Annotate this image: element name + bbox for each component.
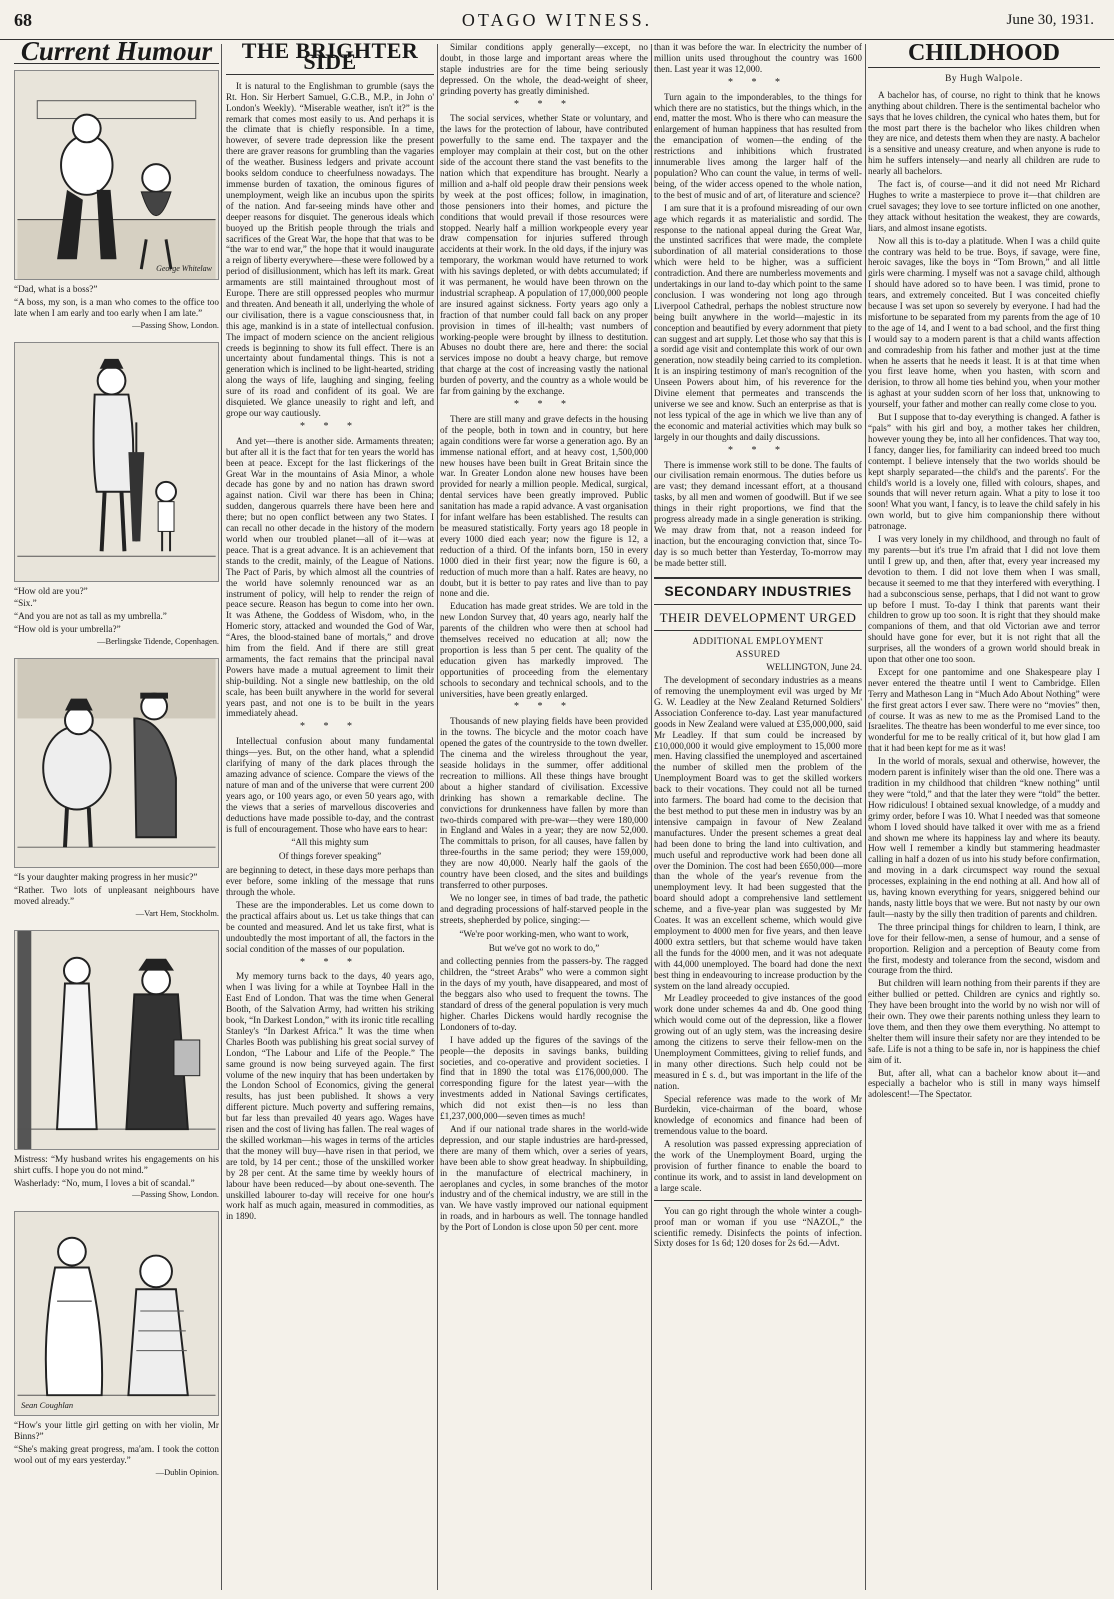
column-rule — [437, 44, 438, 1590]
article-paragraph: In the world of morals, sexual and otherwise, however, the modern parent is infinitely wiser than the old one. There was a tradition in my childhood that children “knew nothing” until they were “told,” and that the later they were “told” the better. How ridiculous! I obtained sexual knowledge, of a muddy and grimy order, before I was 10. What I needed was that someone whom I loved should have talked it over with me as a friend and shown me where its happiness lay and where its beauty. How well I remember a kindly but stammering headmaster calling in half a dozen of us into his study before confirmation, and moving in a dark circumspect way round the sexual processes, explaining in the end nothing at all. And how all of us, having known everything for years, sniggered behind our hands, nasty little boys that we were. But not nasty by our own fault—nasty by the silly then tradition of parents and children. — [868, 756, 1100, 919]
article-paragraph: A resolution was passed expressing appreciation of the work of the Unemployment Board, urging the provision of further finance to enable the board to continue its work, and to assist in land development on a large scale. — [654, 1139, 862, 1193]
advertisement — [654, 1200, 862, 1250]
cartoon-caption: “A boss, my son, is a man who comes to the office too late when I am early and too early when I am late.” — [14, 296, 219, 318]
cartoon-credit: —Dublin Opinion. — [155, 1467, 219, 1477]
secondary-industries-column — [654, 42, 862, 1592]
secondary-industries-heading-box — [654, 577, 862, 605]
article-paragraph: Now all this is to-day a platitude. When I was a child quite the contrary was held to be true. Boys, if savage, were fine, heroic savages, like the boys in “Tom Brown,” and all little girls were charming. I myself was not a savage child, although I should have adored so to have been. I was timid, prone to tears, and extremely conceited. But I was conceited chiefly because I was set upon so severely by everyone. I had had the misfortune to be separated from my parents from the age of 10 to the age of 14, and I went to a bad school, and the first thing I would say to a modern parent is that a child wants affection and comradeship from his father and mother just at the time when he asserts that he needs it least. It is at that time when you first leave home, when you hasten, with scorn and derision, to throw all home ties behind you, when your mother is aghast at your sudden scorn of her loss that, unknowing to yourself, your father and mother can really come close to you. — [868, 235, 1100, 410]
article-paragraph: I have added up the figures of the savings of the people—the deposits in savings banks, building societies, and co-operative and provident societies. I find that in 1890 the total was £176,000,000. The corresponding figure for the latest year—with the investments added in National Savings certificates, which did not exist then—is no less than £1,237,000,000—seven times as much! — [440, 1034, 648, 1122]
cartoon-caption: “She's making great progress, ma'am. I took the cotton wool out of my ears yesterday.” — [14, 1444, 219, 1466]
section-divider: * * * — [728, 444, 788, 456]
cartoon-boss — [14, 70, 219, 280]
cartoon-caption: “How's your little girl getting on with her violin, Mr Binns?” — [14, 1420, 219, 1442]
article-paragraph: Mr Leadley proceeded to give instances of the good work done under schemes 4a and 4b. One good thing which would come out of the depression, like a flower growing out of an ugly stem, was the increasing desire among the citizens to serve their fellow-men on the Unemployment Committees, giving to relief funds, and in many other directions. Such help could not be measured in £ s. d., but was important in the life of the nation. — [654, 993, 862, 1091]
article-paragraph: But I suppose that to-day everything is changed. A father is “pals” with his girl and boy, a mother takes her children, however young they be, into all her confidences. That way too, I fancy, danger lies, for familiarity can indeed breed too much contempt. I believe intensely that the two worlds should be kept sharply separated—the child's and the parents'. For the child's world is a lovely one, filled with colours, shapes, and sounds that will never return again. What a pity to lose it too soon! What you want, I fancy, is to leave the child safely in his own world, but to give him companionship there without patronage. — [868, 412, 1100, 532]
article-paragraph: than it was before the war. In electricity the number of million units used throughout the country was 1600 then. Last year it was 12,000. — [654, 42, 862, 74]
section-divider: * * * — [514, 399, 574, 410]
cartoon-music — [14, 658, 219, 868]
brighter-side-continued-column — [440, 42, 648, 1592]
current-humour-column — [14, 42, 219, 1592]
article-paragraph: The development of secondary industries as a means of removing the unemployment evil was urged by Mr G. W. Leadley at the New Zealand Returned Soldiers' Association Conference to-day. Last year manufactured goods in New Zealand were valued at £35,000,000, said Mr Leadley. If that sum could be increased by £10,000,000 it would give employment to 15,000 more men. Having classified the unemployed and ascertained the number of skilled men the problem of the Unemployment Board was to get the skilled workers back to their vocations. They could not all be turned into farmers. The board had come to the decision that the best method to put these men in industry was by an intensive campaign in favour of New Zealand manufactures. Under the present schemes a great deal had been done to bring the land into cultivation, and much useful and reproductive work had been done all over the Dominion. The cost had been £650,000—more than the whole of the year's revenue from the unemployment levy. It had been suggested that the board should adopt a comprehensive land settlement scheme, and a five-year plan was suggested by Mr Coates. It was an excellent scheme, which would give employment to 4000 men for five years, and then leave 4000 extra settlers, but that scheme would have taken all the funds for the 4000 men, and it was not adequate with 44,000 unemployed. The board had done the next best thing in endeavouring to increase production by the system on the land already occupied. — [654, 675, 862, 991]
secondary-industries-kicker: ASSURED — [735, 649, 781, 660]
section-divider: * * * — [300, 721, 360, 733]
article-paragraph: Thousands of new playing fields have been provided in the towns. The bicycle and the motor coach have opened the gates of the countryside to the town dweller. The cinema and the wireless throughout the year, seaside holidays in the summer, offer additional recreation to millions. All these things have brought about a higher standard of civilisation. Excessive drinking has shown a remarkable decline. The convictions for drunkenness have fallen by more than two-thirds compared with pre-war—they were 180,000 in England and Wales in a year; they are now 52,000. The committals to prison, for all causes, have fallen by three-fourths in the same period; they were 159,000, they are now 40,000. Nearly half the gaols of the country have been closed, and the sites and buildings transferred to other purposes. — [440, 716, 648, 890]
article-paragraph: The social services, whether State or voluntary, and the laws for the protection of labour, have contributed powerfully to the same end. The taxpayer and the employer may complain at their cost, but on the other side of the account there stand the vast benefits to the nation which that expenditure has brought. Nearly a million and a-half old people draw their pensions week by week at the post offices; follow, in imagination, those pensioners into their homes, and picture the conditions that would prevail if those resources were stopped. Nearly half a million workpeople every year draw compensation for injuries suffered through accidents at their work. In the old days, if the injury was temporary, the workman would have returned to work with his savings depleted, or with debts accumulated; if it was permanent, he would have been thrown on the industrial scrapheap. A population of 17,000,000 people are insured against sickness. Forty years ago only a fraction of that number could fall back on any proper provision in times of ill-health; vast numbers of working-people were brought by illness to destitution. Abuses no doubt there are, here and there: the social services impose no doubt a heavy charge, but remove that charge at the cost of increasing vastly the national burden of poverty, and the country as a whole would be far from gaining by the exchange. — [440, 113, 648, 397]
cartoon-signature: Sean Coughlan — [21, 1400, 74, 1411]
verse-line: Of things forever speaking” — [278, 851, 382, 862]
cartoon-caption: “Is your daughter making progress in her music?” — [14, 872, 198, 883]
article-paragraph: We no longer see, in times of bad trade, the pathetic and degrading processions of half-starved people in the streets, shepherded by police, singing:— — [440, 892, 648, 925]
cartoon-caption: “Rather. Two lots of unpleasant neighbours have moved already.” — [14, 884, 219, 906]
article-paragraph: And yet—there is another side. Armaments threaten; but after all it is the fact that for ten years the world has been at peace. Except for the last flickerings of the Great War in the mountains of Asia Minor, a whole decade has gone by and no nation has drawn sword against nation. Civil war there has been in China; sudden, dangerous quarrels there have been here and there; but no open conflict between any two States. I can recall no other decade in the history of the modern world when our troubled planet—all of it—was at peace. That is a great advance. It is an achievement that stands to the credit, mainly, of the League of Nations. The Pact of Paris, by which almost all the countries of the world have solemnly renounced war as an instrument of policy, will help to render the reign of peace secure. Reason has begun to come into her own. It was Athene, the Goddess of Wisdom, who, in the Homeric story, attacked and wounded the God of War, “Ares, the blood-stained bane of mortals,” and drove him from the field. And if there are still great armaments, the fact remains that the principal naval Powers have made a mutual agreement to limit their ship-building. Not a single new battleship, on the old scale, has been built anywhere in the world for several years past, and not one is to be built in the years immediately ahead. — [226, 435, 434, 719]
article-paragraph: The fact is, of course—and it did not need Mr Richard Hughes to write a masterpiece to prove it—that children are cruel savages; they love to see torture inflicted on one another, they attack without hesitation the weakest, they are cowards, liars, and almost insane egotists. — [868, 179, 1100, 233]
childhood-heading: CHILDHOOD — [868, 42, 1100, 68]
article-paragraph: Except for one pantomime and one Shakespeare play I never entered the theatre until I went to Cambridge. Ellen Terry and Matheson Lang in “Much Ado About Nothing” were the first great actors I ever saw. There were no “movies” then, of course. It was as new to me as the Promised Land to the Israelites. The theatre has been wonderful to me ever since, too wonderful for me to be really critical of it, but how glad I am that it had been kept for me as it was! — [868, 666, 1100, 754]
brighter-side-column — [226, 42, 434, 1592]
cartoon-credit: —Passing Show, London. — [132, 320, 219, 330]
cartoon-umbrella — [14, 342, 219, 582]
masthead — [0, 0, 1114, 40]
cartoon-caption: Mistress: “My husband writes his engagements on his shirt cuffs. I hope you do not mind.” — [14, 1153, 219, 1175]
cartoon-violin-illustration — [15, 1212, 218, 1415]
verse-line: “All this mighty sum — [291, 837, 369, 848]
cartoon-caption: “How old are you?” — [14, 585, 88, 596]
cartoon-credit: —Vart Hem, Stockholm. — [135, 908, 219, 918]
column-rule — [865, 44, 866, 1590]
article-paragraph: It is natural to the Englishman to grumble (says the Rt. Hon. Sir Herbert Samuel, G.C.B., M.P., in John o' London's Weekly). “Miserable weather, isn't it?” is the remark that comes most easily to us. And perhaps it is the climate that is chiefly responsible. In a time, however, of severe trade depression like the present there are graver reasons for grumbling than the vagaries of the weather. Business ledgers and private account books seldom conduce to cheerfulness nowadays. The immense burden of taxation, the ominous figures of unemployment, weigh like an incubus upon the spirits of the nation. And far-seeing minds have other and deeper reasons for disquiet. The generous ideals which buoyed up the British people through the trials and sacrifices of the Great War, the hope that that was to be “the war to end war,” the hope that it would inaugurate a reign of liberty everywhere—these were followed by a period of disillusionment, which has left its mark. Great armaments are still maintained throughout most of Europe. There are still oppressed peoples who murmur and threaten. And beneath it all, underlying the whole of our civilisation, there is a vague consciousness that, in this age, mankind is in a state of intellectual confusion. The impact of modern science on the ancient religious creeds is beginning to show its full effect. There is an uncertainty about fundamental things. This is not a generation which is inclined to be light-hearted, striding along the ways of life, laughing and singing, feeling sure of its road and confident of its goal. We are disquieted. We glance uneasily to right and left, and grope our way cautiously. — [226, 80, 434, 418]
brighter-side-heading: THE BRIGHTER SIDE — [226, 42, 434, 75]
newspaper-title: OTAGO WITNESS. — [461, 10, 653, 30]
advertisement-text: You can go right through the whole winter a cough-proof man or woman if you use “NAZOL,” the scientific remedy. Disinfects the points of infection. Sixty doses for 1s 6d; 120 doses for 2s 6d.—Advt. — [654, 1205, 862, 1249]
article-paragraph: There is immense work still to be done. The faults of our civilisation remain enormous. The duties before us are vast; they demand incessant effort, at a thousand tasks, by all men and women of goodwill. But if we see things in their right proportions, we find that the progress already made in a single generation is striking. We may draw from that, not a reason indeed for inaction, but the encouraging conviction that, since To-day is so much better than Yesterday, To-morrow may be made better still. — [654, 459, 862, 568]
secondary-industries-kicker: ADDITIONAL EMPLOYMENT — [692, 636, 824, 647]
article-paragraph: Special reference was made to the work of Mr Burdekin, vice-chairman of the board, whose knowledge of economics and finance had been of tremendous value to the board. — [654, 1093, 862, 1137]
section-divider: * * * — [514, 701, 574, 713]
verse-line: But we've got no work to do,” — [488, 942, 600, 953]
article-paragraph: Education has made great strides. We are told in the new London Survey that, 40 years ago, nearly half the parents of the children who were then at school had themselves received no education at all; now the proportion is less than 5 per cent. The quality of the education given has markedly improved. The opportunities of proceeding from the elementary schools to secondary and technical schools, and to the universities, have been greatly enlarged. — [440, 601, 648, 699]
article-paragraph: And if our national trade shares in the world-wide depression, and our staple industries are hard-pressed, there are many of them which, over a series of years, have been able to show great headway. In shipbuilding, in the manufacture of electrical machinery, in aeroplanes and cycles, in some branches of the motor industry and of the chemical industry, we are still in the van. We have vastly improved our national equipment in roads, and in harbours as well. The tonnage handled by the Port of London is close upon 50 per cent. more — [440, 1124, 648, 1233]
cartoon-washerlady-illustration — [15, 931, 218, 1149]
secondary-industries-subheading: THEIR DEVELOPMENT URGED — [654, 610, 862, 632]
cartoon-umbrella-illustration — [15, 343, 218, 581]
article-paragraph: are beginning to detect, in these days more perhaps than ever before, some inkling of the message that runs through the whole. — [226, 865, 434, 898]
cartoon-credit: —Berlingske Tidende, Copenhagen. — [97, 637, 219, 647]
article-paragraph: Similar conditions apply generally—except, no doubt, in those large and important areas where the staple industries are for the time being seriously depressed. On the whole, the dead-weight of sheer, grinding poverty has greatly diminished. — [440, 42, 648, 96]
dateline: WELLINGTON, June 24. — [766, 662, 862, 673]
cartoon-credit: —Passing Show, London. — [132, 1190, 219, 1200]
section-divider: * * * — [300, 420, 360, 432]
issue-date: June 30, 1931. — [1006, 12, 1094, 28]
article-paragraph: But children will learn nothing from their parents if they are either bullied or petted. Children are cynics and rightly so. They have been brought into the world by no wish nor will of their own. They owe their parents nothing unless they learn to love them, and then they owe them everything. No attempt to shelter them will insure their safety nor are they intended to be safe. Life is not a thing to be safe in, nor is happiness the chief aim of it. — [868, 978, 1100, 1065]
article-paragraph: Turn again to the imponderables, to the things for which there are no statistics, but the things which, in the end, matter the most. Who is there who can measure the enlargement of human happiness that has resulted from the emancipation of women—the ending of the restrictions and inhibitions which frustrated innumerable lives among the larger half of the population? Who can count the value, in terms of well-being, of the wider access opened to the whole nation, to the best of music and of art, of literature and science? — [654, 91, 862, 200]
article-paragraph: My memory turns back to the days, 40 years ago, when I was living for a while at Toynbee Hall in the East End of London. That was the time when General Booth, of the Salvation Army, had written his striking book, “In Darkest London,” with its ironic title recalling Stanley's “In Darkest Africa.” It was the time when Charles Booth was publishing his great social survey of London, “The Labour and Life of the People.” The same ground is now being surveyed again. The first volume of the new inquiry that has been undertaken by the London School of Economics, giving the general results, has just been published. It shows a very different picture. Much poverty and suffering remains, but far less than prevailed 40 years ago. Wages have risen and the cost of living has fallen. The real wages of the skilled workman—his wages in terms of the articles that the money will buy—have risen in that period, we are told, by 14 per cent.; those of the unskilled worker by 28 per cent. At the same time by weekly hours of labour have been reduced—by about one-seventh. The unskilled labourer to-day will receive for one hour's work half as much again, measured in commodities, as in 1890. — [226, 971, 434, 1222]
cartoon-caption: “And you are not as tall as my umbrella.” — [14, 611, 167, 622]
section-divider: * * * — [728, 76, 788, 88]
cartoon-boss-illustration — [15, 71, 218, 279]
article-paragraph: I am sure that it is a profound misreading of our own age which regards it as materialistic and sordid. The response to the national appeal during the Great War, the unstinted sacrifices that were made, the complete subordination of all material considerations to those which were held to be higher, was a sufficient contradiction. And there are numberless movements and undertakings in our land to-day which point to the same conclusion. I was wondering not long ago through Liverpool Cathedral, perhaps the noblest structure now being built anywhere in the world—majestic in its conception and beautified by every adornment that piety can suggest and art supply. Let those who say that this is a sordid age visit and contemplate this work of our own generation, now steadily being carried to its completion. It is an inspiring testimony of man's recognition of the Unseen Powers about him, of his reverence for the Divine element that permeates and transcends the universe we see and know. Such an enterprise as that is not less typical of the age in which we live than any of the economic and material activities which may bulk so largely in our thoughts and daily discussions. — [654, 202, 862, 442]
article-paragraph: and collecting pennies from the passers-by. The ragged children, the “street Arabs” who were a common sight in the days of my youth, have disappeared, and most of the beggars also who used to frequent the towns. The standard of dress of the general population is very much higher. Charles Dickens would hardly recognise the Londoners of to-day. — [440, 956, 648, 1032]
byline: By Hugh Walpole. — [945, 73, 1023, 84]
cartoon-caption: “Dad, what is a boss?” — [14, 283, 98, 294]
article-paragraph: These are the imponderables. Let us come down to the practical affairs about us. Let us take things that can be counted and measured. And let us take first, what is undoubtedly the most important of all, the factors in the social condition of the masses of our population. — [226, 899, 434, 954]
childhood-column — [868, 42, 1100, 1592]
cartoon-violin — [14, 1211, 219, 1416]
article-paragraph: Intellectual confusion about many fundamental things—yes. But, on the other hand, what a splendid clarifying of many of the dark places through the amazing advance of science. Compare the views of the nature of man and of the universe that were current 200 years ago, or 100 years ago, or even 50 years ago, with the views that a series of marvellous discoveries and deductions have made possible to-day, and the contrast is full of encouragement. Those who have ears to hear: — [226, 736, 434, 834]
section-divider: * * * — [514, 98, 574, 110]
column-rule — [221, 44, 222, 1590]
current-humour-heading: Current Humour — [14, 42, 219, 64]
article-paragraph: But, after all, what can a bachelor know about it—and especially a bachelor who is still in many ways himself adolescent!—The Spectator. — [868, 1067, 1100, 1100]
secondary-industries-heading: SECONDARY INDUSTRIES — [664, 582, 852, 599]
cartoon-music-illustration — [15, 659, 218, 867]
page-number: 68 — [14, 10, 32, 30]
cartoon-caption: “Six.” — [14, 598, 37, 609]
cartoon-caption: Washerlady: “No, mum, I loves a bit of scandal.” — [14, 1177, 195, 1188]
article-paragraph: I was very lonely in my childhood, and through no fault of my parents—but it's true I'm afraid that I did not love them until I grew up, and then, after that, every year increased my devotion to them. I did not love them when I was small, because it seemed to me that they interfered with everything. I had a subconscious sense, perhaps, that I did not want to grow up before I must. To-day I think that parents want their children to grow up too soon. It is right that they should make companions of them, and that old Victorian awe and terror should have gone for ever, but it is not right that all the surprises, all the wonders of a grown world should break in upon that other one too soon. — [868, 534, 1100, 665]
section-divider: * * * — [300, 956, 360, 968]
article-paragraph: A bachelor has, of course, no right to think that he knows anything about children. There is the sentimental bachelor who says that he loves children, the cynical who hates them, but for the most part there is the bachelor who likes children when they are nice, and detests them when they are nasty. A bachelor is a sensitive and uneasy creature, and when anyone is rude to him he suffers intensely—and nearly all children are rude to nearly all bachelors. — [868, 89, 1100, 177]
cartoon-washerlady — [14, 930, 219, 1150]
cartoon-caption: “How old is your umbrella?” — [14, 624, 121, 635]
article-paragraph: The three principal things for children to learn, I think, are love for their fellow-men, a sense of humour, and a sense of proportion. Religion and a perception of Beauty come from the first, modesty and tolerance from the second, wisdom and courage from the third. — [868, 921, 1100, 976]
cartoon-signature: George Whitelaw — [156, 264, 212, 273]
verse-line: “We're poor working-men, who want to work, — [459, 928, 629, 939]
article-paragraph: There are still many and grave defects in the housing of the people, both in town and in country, but here again conditions were far worse a generation ago. By an immense national effort, and at heavy cost, 1,500,000 new houses have been built in Great Britain since the war. In Greater London alone new houses have been provided for nearly a million people. Medical, surgical, dental services have been greatly improved. Public sanitation has made a rapid advance. A vast organisation for infant welfare has been established. The results can be measured statistically. Forty years ago 18 people in every 1000 died each year; now the figure is 12, a reduction of a third. Of the infants born, 150 in every 1000 died in their first year; now the figure is 60, a reduction of much more than a half. Rates are heavy, no doubt, but it is better to pay rates and live than to pay none and die. — [440, 413, 648, 599]
column-rule — [651, 44, 652, 1590]
